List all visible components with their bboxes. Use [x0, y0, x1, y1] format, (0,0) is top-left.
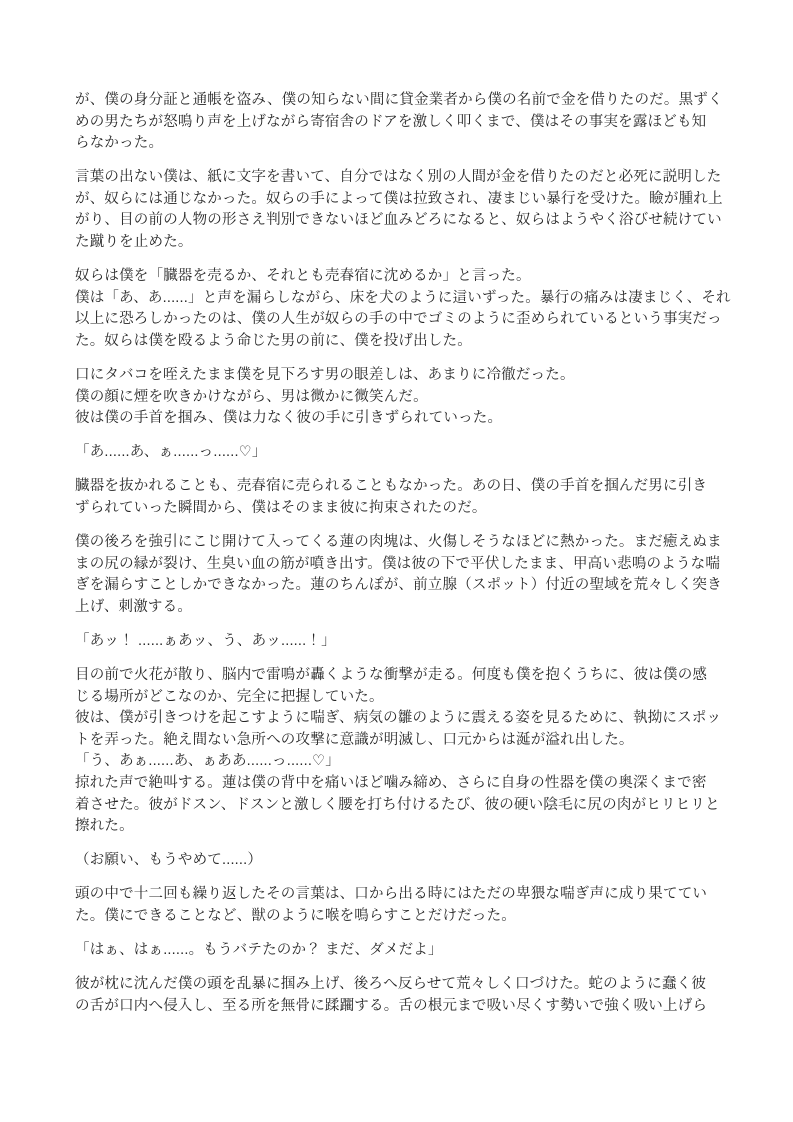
paragraph: （お願い、もうやめて......）: [75, 852, 263, 869]
paragraph: 「あッ！ ......ぁあッ、う、あッ......！」: [75, 632, 336, 649]
paragraph: 口にタバコを咥えたまま僕を見下ろす男の眼差しは、あまりに冷徹だった。 僕の顔に煙を吹きかけながら、男は微かに微笑んだ。 彼は僕の手首を掴み、僕は力なく彼の手に引きずられていった。: [75, 367, 575, 427]
paragraph: 「あ......あ、ぁ......っ......♡」: [75, 444, 267, 461]
paragraph: 言葉の出ない僕は、紙に文字を書いて、自分ではなく別の人間が金を借りたのだと必死に説明した が、奴らには通じなかった。奴らの手によって僕は拉致され、凄まじい暴行を受けた。瞼が腫れ上 がり、目の前の人物の形さえ判別できないほど血みどろになると、奴らはようやく浴びせ続けてい た蹴りを止めた。: [75, 169, 723, 251]
paragraph: 奴らは僕を「臓器を売るか、それとも売春宿に沈めるか」と言った。 僕は「あ、あ......」と声を漏らしながら、床を犬のように這いずった。暴行の痛みは凄まじく、それ 以上に恐ろしかったのは、僕の人生が奴らの手の中でゴミのように歪められているという事実だっ た。奴らは僕を殴るよう命じた男の前に、僕を投げ出した。: [75, 268, 731, 349]
paragraph: が、僕の身分証と通帳を盗み、僕の知らない間に貸金業者から僕の名前で金を借りたのだ。黒ずく めの男たちが怒鳴り声を上げながら寄宿舎のドアを激しく叩くまで、僕はその事実を露ほども知 らなかった。: [75, 92, 723, 152]
page-text: [75, 90, 731, 1017]
paragraph: 頭の中で十二回も繰り返したその言葉は、口から出る時にはただの卑猥な喘ぎ声に成り果ててい た。僕にできることなど、獣のように喉を鳴らすことだけだった。: [75, 886, 708, 924]
paragraph: 臓器を抜かれることも、売春宿に売られることもなかった。あの日、僕の手首を掴んだ男に引き ずられていった瞬間から、僕はそのまま彼に拘束されたのだ。: [75, 478, 708, 516]
paragraph: 「はぁ、はぁ......。もうバテたのか？ まだ、ダメだよ」: [75, 942, 443, 959]
paragraph: 目の前で火花が散り、脳内で雷鳴が轟くような衝撃が走る。何度も僕を抱くうちに、彼は僕の感 じる場所がどこなのか、完全に把握していた。 彼は、僕が引きつけを起こすように喘ぎ、病気の雛のように震える姿を見るために、執拗にスポッ トを弄った。絶え間ない急所への攻撃に意識が明滅し、口元からは涎が溢れ出した。 「う、あぁ......あ、ぁああ......っ......♡」 掠れた声で絶叫する。蓮は僕の背中を痛いほど噛み締め、さらに自身の性器を僕の奥深くまで密 着させた。彼がドスン、ドスンと激しく腰を打ち付けるたび、彼の硬い陰毛に尻の肉がヒリヒリと 擦れた。: [75, 667, 722, 835]
paragraph: 僕の後ろを強引にこじ開けて入ってくる蓮の肉塊は、火傷しそうなほどに熱かった。まだ癒えぬま まの尻の縁が裂け、生臭い血の筋が噴き出す。僕は彼の下で平伏したまま、甲高い悲鳴のような喘 ぎを漏らすことしかできなかった。蓮のちんぽが、前立腺（スポット）付近の聖域を荒々しく突き 上げ、刺激する。: [75, 534, 722, 615]
paragraph: 彼が枕に沈んだ僕の頭を乱暴に掴み上げ、後ろへ反らせて荒々しく口づけた。蛇のように蠢く彼 の舌が口内へ侵入し、至る所を無骨に蹂躙する。舌の根元まで吸い尽くす勢いで強く吸い上げら: [75, 976, 708, 1014]
